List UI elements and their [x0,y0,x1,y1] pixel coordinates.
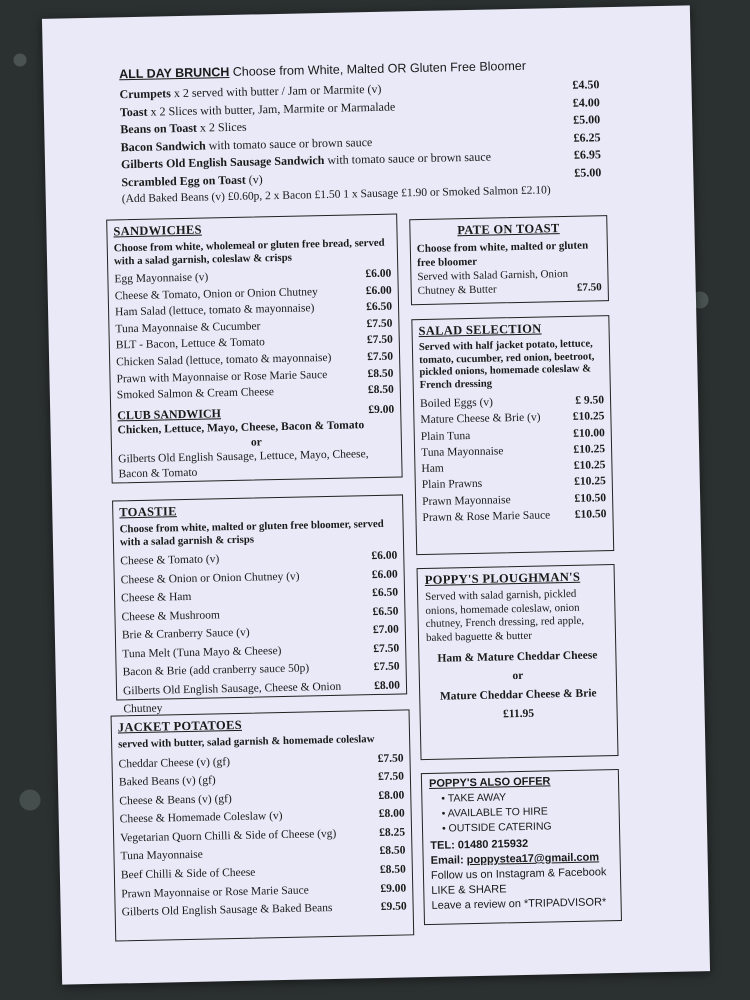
pate-intro: Choose from white, malted or gluten free bloomer [416,239,589,270]
jacket-item-name: Vegetarian Quorn Chilli & Side of Cheese (vg) [120,827,337,845]
sandwich-item-name: Egg Mayonnaise (v) [114,271,209,286]
brunch-item-name: Beans on Toast [120,120,198,137]
toastie-item-name: Cheese & Ham [120,590,192,605]
club-or: or [250,436,262,449]
salad-item-price: £10.00 [573,426,605,440]
pate-desc: Served with Salad Garnish, Onion Chutney & Butter [417,267,569,298]
jacket-item-price: £8.25 [379,826,406,839]
jacket-item-name: Baked Beans (v) (gf) [118,774,216,789]
offer-item-label: OUTSIDE CATERING [448,820,552,835]
salad-item-price: £10.50 [574,508,607,521]
toastie-item-price: £7.50 [373,642,400,655]
offer-share: LIKE & SHARE [431,883,507,897]
sandwich-item-name: Prawn with Mayonnaise or Rose Marie Sauce [116,368,328,385]
jacket-item-name: Beef Chilli & Side of Cheese [120,866,256,882]
bullet-icon: • [441,792,448,805]
salad-item-price: £10.25 [573,443,606,456]
brunch-item-price: £5.00 [573,112,601,127]
toastie-item-name: Gilberts Old English Sausage, Cheese & Onion Chutney [122,680,342,716]
menu-sheet [42,5,710,984]
jacket-item-name: Cheese & Beans (v) (gf) [119,792,232,808]
brunch-item-desc: x 2 Slices with butter, Jam, Marmite or Marmalade [147,99,396,119]
jacket-item-name: Tuna Mayonnaise [120,849,203,863]
pate-box [409,215,609,305]
bullet-icon: • [441,807,448,820]
salad-item-name: Boiled Eggs (v) [419,396,494,411]
brunch-item-price: £5.00 [574,164,602,180]
sandwich-item-name: Cheese & Tomato, Onion or Onion Chutney [114,285,318,303]
toastie-item-name: Cheese & Mushroom [121,608,220,623]
jacket-item-price: £9.00 [380,882,407,895]
salad-item-name: Plain Prawns [421,478,483,492]
pate-title: PATE ON TOAST [457,221,560,238]
salad-item [422,506,606,526]
toastie-item-price: £6.50 [372,586,399,600]
sandwich-item-name: Tuna Mayonnaise & Cucumber [115,320,261,336]
toastie-item-price: £6.00 [371,568,398,581]
toastie-list [120,547,400,719]
jacket-title: JACKET POTATOES [117,717,243,735]
brunch-title: ALL DAY BRUNCH [118,64,230,82]
offer-tel: TEL: 01480 215932 [430,837,529,852]
brunch-item-name: Scrambled Egg on Toast [121,172,246,189]
jacket-item-price: £8.00 [378,807,405,821]
ploughman-option-1: Ham & Mature Cheddar Cheese [437,649,598,665]
toastie-item-name: Bacon & Brie (add cranberry sauce 50p) [122,662,310,679]
offer-item-label: AVAILABLE TO HIRE [447,805,548,820]
brunch-item-name: Bacon Sandwich [120,137,206,154]
ploughman-box [417,564,619,760]
sandwich-item-price: £7.50 [367,350,394,364]
club-price: £9.00 [368,403,395,416]
brunch-addons: (Add Baked Beans (v) £0.60p, 2 x Bacon £1.50 1 x Sausage £1.90 or Smoked Salmon £2.10) [121,184,551,206]
ploughman-option-2: Mature Cheddar Cheese & Brie [439,687,597,703]
salad-box [411,315,614,555]
offer-review: Leave a review on *TRIPADVISOR* [431,896,607,912]
brunch-item-desc: with tomato sauce or brown sauce [324,149,492,168]
salad-list [420,392,607,526]
offer-title: POPPY'S ALSO OFFER [428,775,551,790]
brunch-item-name: Crumpets [119,86,172,102]
club-option-2: Gilberts Old English Sausage, Lettuce, Mayo, Cheese, Bacon & Tomato [118,448,369,481]
offer-item [430,818,612,837]
brunch-item-name: Toast [119,104,148,119]
toastie-item-name: Cheese & Onion or Onion Chutney (v) [120,570,300,586]
sandwich-item-price: £7.50 [366,317,393,330]
club-option-1: Chicken, Lettuce, Mayo, Cheese, Bacon & Tomato [117,419,365,437]
salad-item-price: £10.25 [573,459,606,473]
salad-item-name: Prawn & Rose Marie Sauce [422,509,551,525]
toastie-intro: Choose from white, malted or gluten free bloomer, served with a salad garnish & crisps [119,517,384,548]
toastie-item-price: £6.00 [371,549,398,563]
toastie-item-name: Cheese & Tomato (v) [120,553,220,568]
offer-social: Follow us on Instagram & Facebook [430,866,607,882]
brunch-list [119,76,601,191]
toastie-box [112,494,407,716]
toastie-title: TOASTIE [119,504,177,520]
sandwich-item-price: £6.00 [365,267,392,281]
toastie-item-price: £7.50 [373,660,400,674]
toastie-item-name: Brie & Cranberry Sauce (v) [121,626,250,642]
ploughman-desc: Served with salad garnish, pickled onions, homemade coleslaw, onion chutney, French dressing, red apple, baked baguette & butter [425,587,585,644]
sandwiches-intro: Choose from white, wholemeal or gluten free bread, served with a salad garnish, coleslaw & crisps [113,236,385,267]
brunch-item-price: £4.00 [572,94,600,110]
brunch-item-price: £6.95 [573,147,602,162]
salad-intro: Served with half jacket potato, lettuce, tomato, cucumber, red onion, beetroot, pickled onions, homemade coleslaw & French dressing [418,338,595,391]
jacket-intro: served with butter, salad garnish & homemade coleslaw [118,733,375,751]
toastie-item-price: £8.00 [373,679,401,692]
toastie-item-price: £6.50 [372,605,399,618]
jacket-item-name: Prawn Mayonnaise or Rose Marie Sauce [121,884,309,901]
salad-item-name: Ham [421,462,444,476]
sandwich-item-price: £8.50 [367,367,394,380]
toastie-item-price: £7.00 [372,623,399,637]
salad-item-price: £ 9.50 [575,394,605,407]
jacket-item-name: Gilberts Old English Sausage & Baked Beans [121,902,333,919]
brunch-item-price: £6.25 [573,129,601,145]
salad-item-name: Tuna Mayonnaise [421,445,504,459]
sandwich-item-price: £6.50 [366,300,393,314]
sandwich-item-name: Ham Salad (lettuce, tomato & mayonnaise) [114,302,315,319]
toastie-item-name: Tuna Melt (Tuna Mayo & Cheese) [122,644,282,660]
brunch-item-name: Gilberts Old English Sausage Sandwich [120,153,325,172]
offer-email-label: Email: [430,854,464,867]
pate-price: £7.50 [576,281,602,294]
brunch-section [119,57,602,207]
jacket-item-price: £9.50 [380,900,407,914]
sandwiches-list [114,266,394,405]
sandwich-item-price: £8.50 [367,383,394,397]
sandwich-item-name: BLT - Bacon, Lettuce & Tomato [115,336,266,352]
offer-box [421,769,622,925]
salad-item-name: Plain Tuna [420,429,471,443]
sandwiches-title: SANDWICHES [113,222,202,239]
jacket-item-price: £8.50 [379,844,406,858]
salad-item-price: £10.50 [574,491,607,505]
brunch-item-desc: x 2 served with butter / Jam or Marmite (v) [170,81,382,101]
sandwich-item-name: Chicken Salad (lettuce, tomato & mayonnaise) [116,351,332,369]
bullet-icon: • [441,822,449,835]
brunch-item-price: £4.50 [572,77,600,92]
brunch-item-desc: x 2 Slices [196,119,247,135]
jacket-item-price: £7.50 [377,751,404,765]
jacket-list [118,749,406,922]
salad-item-name: Prawn Mayonnaise [422,493,511,508]
ploughman-price: £11.95 [502,707,535,721]
sandwich-item-price: £6.00 [365,284,392,297]
brunch-item-desc: with tomato sauce or brown sauce [205,134,373,152]
jacket-item-name: Cheddar Cheese (v) (gf) [118,755,231,770]
jacket-item-price: £8.50 [379,863,406,877]
brunch-item-desc: (v) [245,171,263,187]
sandwich-item-name: Smoked Salmon & Cream Cheese [116,386,275,402]
brunch-subtitle: Choose from White, Malted OR Gluten Free Bloomer [232,58,527,79]
pate-row [417,266,602,298]
jacket-item-name: Cheese & Homemade Coleslaw (v) [119,810,283,826]
salad-item-price: £10.25 [574,475,606,489]
salad-item-price: £10.25 [572,410,605,424]
salad-title: SALAD SELECTION [418,321,542,339]
offer-email-link[interactable]: poppystea17@gmail.com [466,851,600,867]
sandwiches-box [106,213,402,483]
offer-list [429,788,612,837]
salad-item-name: Mature Cheese & Brie (v) [420,411,541,427]
ploughman-title: POPPY'S PLOUGHMAN'S [424,569,581,587]
jacket-item-price: £7.50 [377,770,405,784]
offer-item-label: TAKE AWAY [447,791,507,805]
sandwich-item-price: £7.50 [366,333,393,347]
club-title: CLUB SANDWICH [117,405,222,423]
ploughman-or: or [512,669,524,683]
jacket-item-price: £8.00 [378,789,405,802]
jacket-box [111,709,415,941]
